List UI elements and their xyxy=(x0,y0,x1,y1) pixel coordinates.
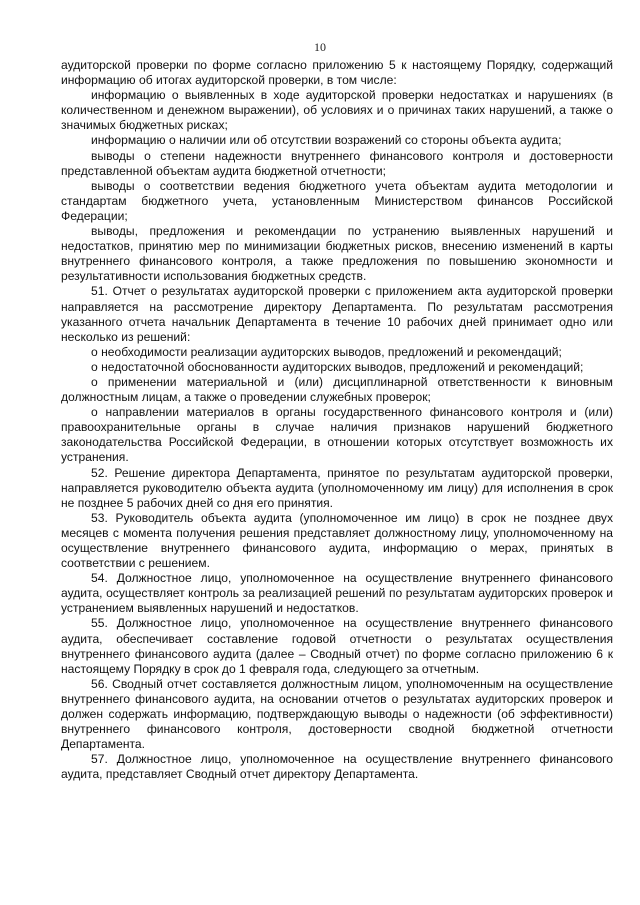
paragraph: информацию о выявленных в ходе аудиторской проверки недостатках и нарушениях (в количественном и денежном выражении), об условиях и о причинах таких нарушений, а также о значимых бюджетных рисках; xyxy=(61,88,613,133)
paragraph: о направлении материалов в органы государственного финансового контроля и (или) правоохранительные органы в случае наличия признаков нарушений бюджетного законодательства Российской Федерации, в отношении которых отсутствует возможность их устранения. xyxy=(61,405,613,465)
document-body xyxy=(61,58,613,783)
paragraph: 56. Сводный отчет составляется должностным лицом, уполномоченным на осуществление внутреннего финансового аудита, на основании отчетов о результатах аудиторских проверок и должен содержать информацию, подтверждающую выводы о надежности (об эффективности) внутреннего финансового контроля, достоверности сводной бюджетной отчетности Департамента. xyxy=(61,676,613,752)
paragraph: выводы о соответствии ведения бюджетного учета объектам аудита методологии и стандартам бюджетного учета, установленным Министерством финансов Российской Федерации; xyxy=(61,178,613,223)
paragraph: о недостаточной обоснованности аудиторских выводов, предложений и рекомендаций; xyxy=(91,359,584,374)
page-number: 10 xyxy=(314,40,326,54)
paragraph: аудиторской проверки по форме согласно приложению 5 к настоящему Порядку, содержащий информацию об итогах аудиторской проверки, в том числе: xyxy=(61,58,613,88)
paragraph: 54. Должностное лицо, уполномоченное на осуществление внутреннего финансового аудита, осуществляет контроль за реализацией решений по результатам аудиторских проверок и устранением выявленных нарушений и недостатков. xyxy=(61,571,613,616)
paragraph: информацию о наличии или об отсутствии возражений со стороны объекта аудита; xyxy=(91,133,562,148)
paragraph: выводы, предложения и рекомендации по устранению выявленных нарушений и недостатков, принятию мер по минимизации бюджетных рисков, внесению изменений в карты внутреннего финансового контроля, а также предложения по повышению экономности и результативности использования бюджетных средств. xyxy=(61,224,613,284)
paragraph: о необходимости реализации аудиторских выводов, предложений и рекомендаций; xyxy=(91,344,562,359)
paragraph: 51. Отчет о результатах аудиторской проверки с приложением акта аудиторской проверки направляется на рассмотрение директору Департамента. По результатам рассмотрения указанного отчета начальник Департамента в течение 10 рабочих дней принимает одно или несколько из решений: xyxy=(61,284,613,344)
paragraph: выводы о степени надежности внутреннего финансового контроля и достоверности представленной объектам аудита бюджетной отчетности; xyxy=(61,148,613,178)
paragraph: 55. Должностное лицо, уполномоченное на осуществление внутреннего финансового аудита, обеспечивает составление годовой отчетности о результатах осуществления внутреннего финансового аудита (далее – Сводный отчет) по форме согласно приложению 6 к настоящему Порядку в срок до 1 февраля года, следующего за отчетным. xyxy=(61,616,613,676)
paragraph: о применении материальной и (или) дисциплинарной ответственности к виновным должностным лицам, а также о проведении служебных проверок; xyxy=(61,374,613,405)
paragraph: 52. Решение директора Департамента, принятое по результатам аудиторской проверки, направляется руководителю объекта аудита (уполномоченному им лицу) для исполнения в срок не позднее 5 рабочих дней со дня его принятия. xyxy=(61,465,613,510)
paragraph: 53. Руководитель объекта аудита (уполномоченное им лицо) в срок не позднее двух месяцев с момента получения решения представляет должностному лицу, уполномоченному на осуществление внутреннего финансового аудита, информацию о мерах, принятых в соответствии с решением. xyxy=(61,510,613,571)
paragraph: 57. Должностное лицо, уполномоченное на осуществление внутреннего финансового аудита, представляет Сводный отчет директору Департамента. xyxy=(61,752,613,782)
